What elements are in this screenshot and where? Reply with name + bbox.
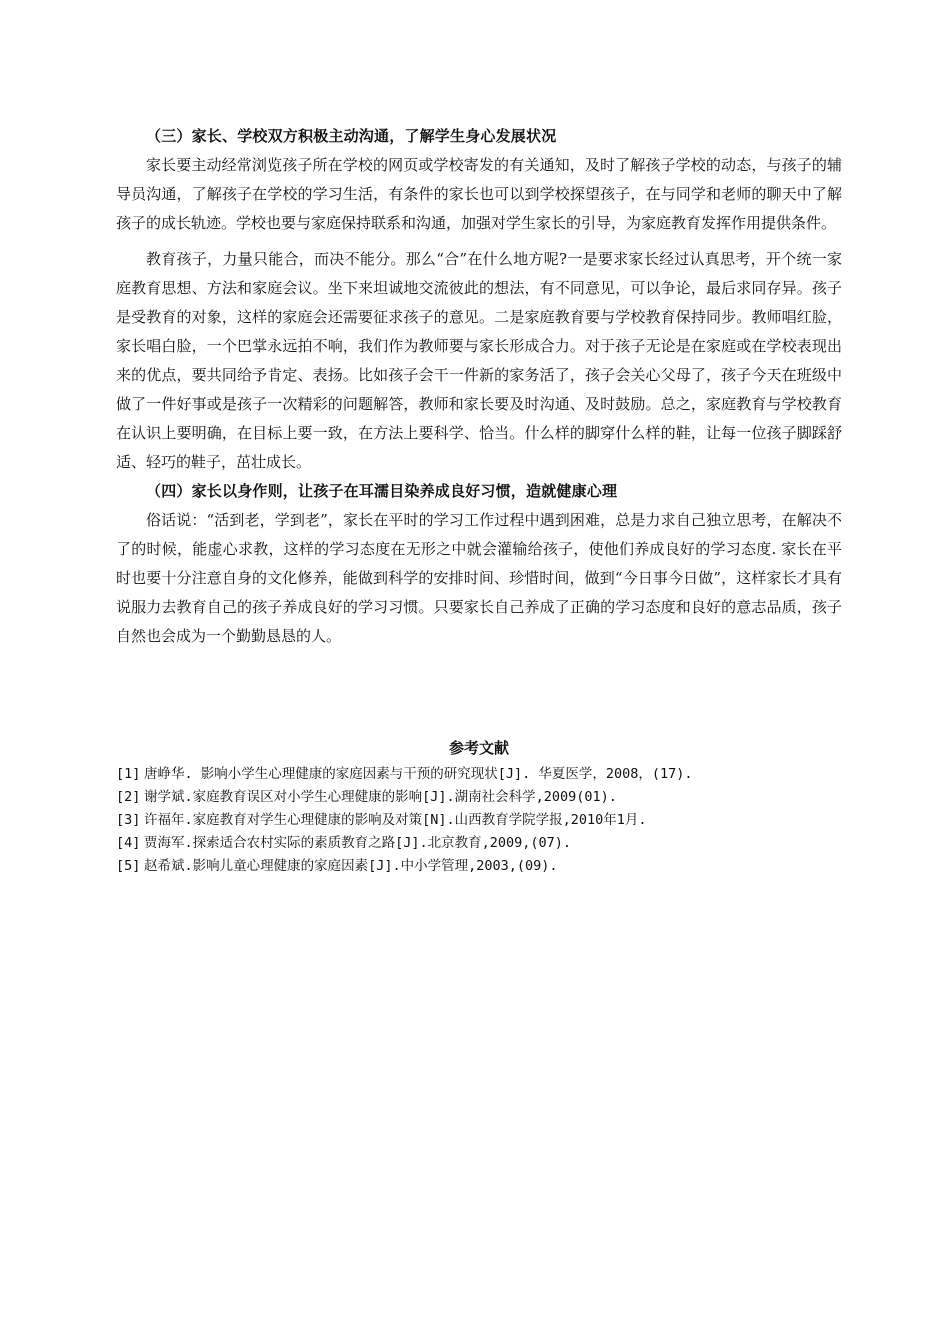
reference-text: 贾海军.探索适合农村实际的素质教育之路[J].北京教育,2009,(07). <box>144 835 572 851</box>
paragraph: 俗话说：“活到老，学到老”，家长在平时的学习工作过程中遇到困难，总是力求自己独立思考，在解决不了的时候，能虚心求教，这样的学习态度在无形之中就会灌输给孩子，使他们养成良好的学习态度. 家长在平时也要十分注意自身的文化修养，能做到科学的安排时间、珍惜时间，做到“今日事今日做”，这样家长才具有说服力去教育自己的孩子养成良好的学习习惯。只要家长自己养成了正确的学习态度和良好的意志品质，孩子自然也会成为一个勤勤恳恳的人。 <box>116 511 842 645</box>
section-heading-3: （三）家长、学校双方积极主动沟通，了解学生身心发展状况 <box>146 127 557 145</box>
reference-item <box>116 832 842 855</box>
body-content <box>116 122 842 651</box>
reference-text: 许福年.家庭教育对学生心理健康的影响及对策[N].山西教育学院学报,2010年1月. <box>144 812 647 828</box>
reference-number: [3] <box>116 812 141 828</box>
reference-item <box>116 855 842 878</box>
reference-item <box>116 809 842 832</box>
reference-number: [5] <box>116 858 141 874</box>
references-list <box>116 763 842 878</box>
reference-item <box>116 786 842 809</box>
reference-item <box>116 763 842 786</box>
reference-text: 谢学斌.家庭教育误区对小学生心理健康的影响[J].湖南社会科学,2009(01). <box>144 789 617 805</box>
section-heading-4: （四）家长以身作则，让孩子在耳濡目染养成良好习惯，造就健康心理 <box>146 482 618 500</box>
reference-text: 赵希斌.影响儿童心理健康的家庭因素[J].中小学管理,2003,(09). <box>144 858 558 874</box>
paragraph: 教育孩子，力量只能合，而决不能分。那么“合”在什么地方呢?一是要求家长经过认真思考，开个统一家庭教育思想、方法和家庭会议。坐下来坦诚地交流彼此的想法，有不同意见，可以争论，最后求同存异。孩子是受教育的对象，这样的家庭会还需要征求孩子的意见。二是家庭教育要与学校教育保持同步。教师唱红脸，家长唱白脸，一个巴掌永远拍不响，我们作为教师要与家长形成合力。对于孩子无论是在家庭或在学校表现出来的优点，要共同给予肯定、表扬。比如孩子会干一件新的家务活了，孩子会关心父母了，孩子今天在班级中做了一件好事或是孩子一次精彩的问题解答，教师和家长要及时沟通、及时鼓励。总之，家庭教育与学校教育在认识上要明确，在目标上要一致，在方法上要科学、恰当。什么样的脚穿什么样的鞋，让每一位孩子脚踩舒适、轻巧的鞋子，茁壮成长。 <box>116 250 842 471</box>
reference-number: [4] <box>116 835 141 851</box>
references-title: 参考文献 <box>448 739 509 757</box>
reference-number: [1] <box>116 766 141 782</box>
paragraph: 家长要主动经常浏览孩子所在学校的网页或学校寄发的有关通知，及时了解孩子学校的动态，与孩子的辅导员沟通，了解孩子在学校的学习生活，有条件的家长也可以到学校探望孩子，在与同学和老师的聊天中了解孩子的成长轨迹。学校也要与家庭保持联系和沟通，加强对学生家长的引导，为家庭教育发挥作用提供条件。 <box>116 156 842 232</box>
reference-number: [2] <box>116 789 141 805</box>
reference-text: 唐峥华. 影响小学生心理健康的家庭因素与干预的研究现状[J]. 华夏医学，2008，(17). <box>144 766 693 782</box>
